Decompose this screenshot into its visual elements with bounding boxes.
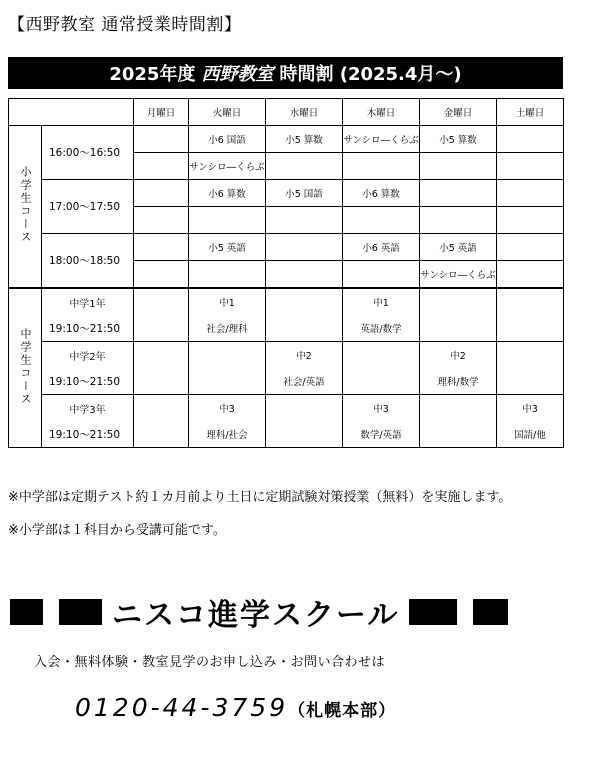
grade-name: 中学2年 [42, 342, 134, 369]
day-header: 金曜日 [420, 99, 497, 126]
schedule-cell [420, 153, 497, 180]
schedule-cell: 理科/社会 [189, 421, 266, 448]
contact-text: 入会・無料体験・教室見学のお申し込み・お問い合わせは [34, 655, 386, 670]
schedule-cell [266, 395, 343, 422]
schedule-cell: 中3 [343, 395, 420, 422]
schedule-cell [134, 180, 189, 207]
schedule-cell: 中1 [189, 288, 266, 315]
header-corner [9, 99, 134, 126]
phone-line [75, 693, 396, 722]
schedule-cell [497, 153, 564, 180]
branch-name: （札幌本部） [288, 701, 397, 721]
day-header: 水曜日 [266, 99, 343, 126]
schedule-cell: 中3 [497, 395, 564, 422]
table-row [9, 368, 564, 395]
day-header: 火曜日 [189, 99, 266, 126]
table-row [9, 288, 564, 315]
banner-timetable: 時間割 (2025.4月～) [279, 64, 462, 85]
grade-name: 中学3年 [42, 395, 134, 422]
time-slot: 17:00～17:50 [42, 180, 134, 234]
schedule-cell: 小6 英語 [343, 234, 420, 261]
schedule-cell: 数学/英語 [343, 421, 420, 448]
schedule-cell [266, 315, 343, 342]
schedule-cell [497, 288, 564, 315]
table-row [9, 180, 564, 207]
schedule-cell: 小6 国語 [189, 126, 266, 153]
schedule-cell: 中3 [189, 395, 266, 422]
schedule-cell [497, 234, 564, 261]
schedule-cell [420, 315, 497, 342]
schedule-cell [266, 153, 343, 180]
schedule-cell [343, 153, 420, 180]
school-name: ニスコ進学スクール [112, 598, 400, 633]
note-junior-high: ※中学部は定期テスト約１カ月前より土日に定期試験対策授業（無料）を実施します。 [8, 490, 512, 505]
schedule-cell [134, 315, 189, 342]
schedule-cell [189, 261, 266, 289]
table-row [9, 342, 564, 369]
schedule-cell [497, 180, 564, 207]
phone-number: 0120-44-3759 [75, 693, 289, 722]
schedule-cell [497, 368, 564, 395]
table-row [9, 315, 564, 342]
schedule-cell [420, 207, 497, 234]
schedule-cell [497, 315, 564, 342]
table-row [9, 126, 564, 153]
schedule-cell: 中2 [266, 342, 343, 369]
table-row [9, 234, 564, 261]
junior-high-course-label [9, 288, 42, 448]
decor-block [409, 599, 457, 625]
schedule-cell [420, 180, 497, 207]
schedule-cell: 中1 [343, 288, 420, 315]
day-header: 土曜日 [497, 99, 564, 126]
schedule-cell [343, 368, 420, 395]
schedule-cell: 小5 国語 [266, 180, 343, 207]
schedule-cell [266, 288, 343, 315]
section-label-text: 中学生コース [19, 327, 32, 406]
schedule-cell [266, 421, 343, 448]
schedule-cell: 国語/他 [497, 421, 564, 448]
schedule-cell [134, 421, 189, 448]
banner-year: 2025年度 [109, 64, 196, 85]
schedule-cell: サンシロ―くらぶ [420, 261, 497, 289]
schedule-cell [266, 234, 343, 261]
schedule-cell: 社会/英語 [266, 368, 343, 395]
schedule-cell [134, 395, 189, 422]
schedule-cell [134, 288, 189, 315]
schedule-cell [189, 342, 266, 369]
schedule-cell [343, 207, 420, 234]
time-slot: 16:00～16:50 [42, 126, 134, 180]
time-slot: 19:10～21:50 [42, 315, 134, 342]
time-slot: 19:10～21:50 [42, 368, 134, 395]
schedule-cell: 英語/数学 [343, 315, 420, 342]
schedule-cell [134, 368, 189, 395]
day-header: 木曜日 [343, 99, 420, 126]
elementary-course-label [9, 126, 42, 289]
school-logo [10, 590, 508, 634]
schedule-cell [420, 421, 497, 448]
schedule-cell [134, 261, 189, 289]
table-row [9, 421, 564, 448]
schedule-cell: 小5 算数 [420, 126, 497, 153]
note-elementary: ※小学部は１科目から受講可能です。 [8, 523, 226, 538]
time-slot: 18:00～18:50 [42, 234, 134, 289]
schedule-cell: サンシロ―くらぶ [343, 126, 420, 153]
schedule-cell: 小5 算数 [266, 126, 343, 153]
time-slot: 19:10～21:50 [42, 421, 134, 448]
schedule-cell [266, 207, 343, 234]
schedule-cell [134, 342, 189, 369]
schedule-cell [134, 126, 189, 153]
timetable-banner [8, 57, 563, 89]
banner-classroom: 西野教室 [201, 64, 274, 85]
schedule-cell: 社会/理科 [189, 315, 266, 342]
schedule-cell: 理科/数学 [420, 368, 497, 395]
schedule-cell [497, 207, 564, 234]
grade-name: 中学1年 [42, 288, 134, 315]
schedule-cell [420, 395, 497, 422]
schedule-cell: 小6 算数 [343, 180, 420, 207]
schedule-cell [420, 288, 497, 315]
schedule-cell [134, 234, 189, 261]
schedule-cell: 小5 英語 [189, 234, 266, 261]
decor-block [59, 599, 102, 625]
schedule-cell [134, 207, 189, 234]
day-header: 月曜日 [134, 99, 189, 126]
table-row [9, 395, 564, 422]
schedule-cell: サンシロ―くらぶ [189, 153, 266, 180]
timetable [8, 98, 564, 448]
section-label-text: 小学生コース [19, 166, 32, 244]
schedule-cell [497, 261, 564, 289]
schedule-cell [497, 342, 564, 369]
decor-block [473, 599, 508, 625]
schedule-cell [134, 153, 189, 180]
schedule-cell [343, 342, 420, 369]
page-title: 【西野教室 通常授業時間割】 [8, 15, 242, 35]
schedule-cell: 小6 算数 [189, 180, 266, 207]
schedule-cell [189, 207, 266, 234]
schedule-cell [189, 368, 266, 395]
schedule-cell: 中2 [420, 342, 497, 369]
decor-block [10, 599, 43, 625]
schedule-cell [343, 261, 420, 289]
header-row [9, 99, 564, 126]
schedule-cell: 小5 英語 [420, 234, 497, 261]
schedule-cell [497, 126, 564, 153]
schedule-cell [266, 261, 343, 289]
